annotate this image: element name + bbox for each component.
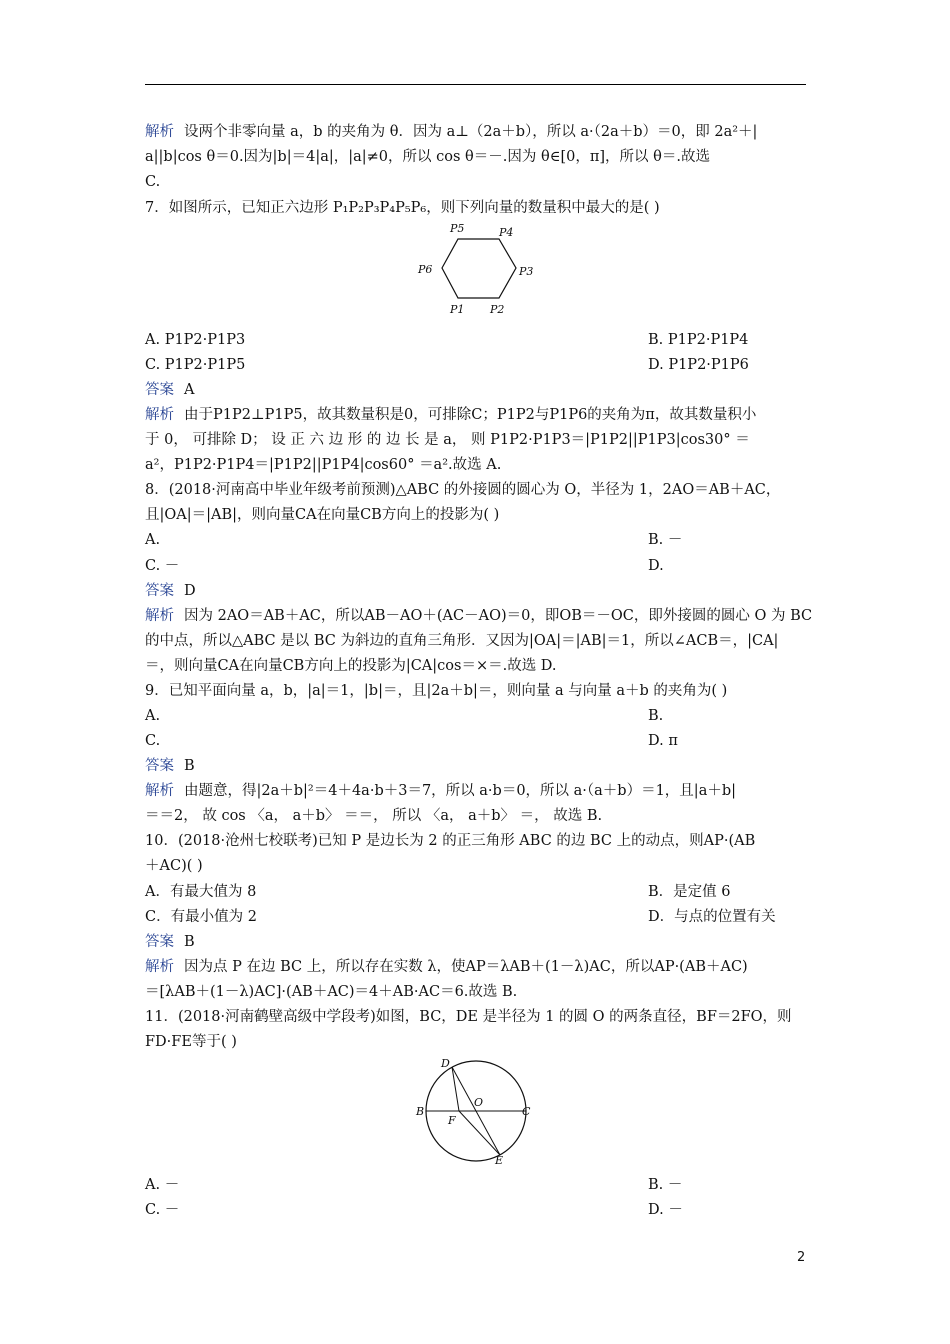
analysis-line [145,781,807,801]
tag-label: 解析 [145,124,174,140]
options-row [145,355,807,375]
answer-line [145,380,807,400]
option-d: D. [648,558,664,574]
answer-value: A [184,382,195,398]
option-a: A．有最大值为 8 [145,884,257,900]
question-10: 10．(2018·沧州七校联考)已知 P 是边长为 2 的正三角形 ABC 的边 BC 上的动点，则AP·(AB [145,833,756,849]
options-row [145,882,807,902]
option-c: C. [145,733,161,749]
options-row [145,530,807,550]
line-text: ＝＝2， 故 cos 〈a， a＋b〉 ＝＝， 所以 〈a， a＋b〉 ＝， 故选 B. [145,808,603,824]
line-text: FD·FE等于( ) [145,1034,237,1050]
line-text: 由题意，得|2a＋b|²＝4＋4a·b＋3＝7，所以 a·b＝0，所以 a·（a＋b）＝1，且|a＋b| [184,783,737,799]
option-b: B. － [648,1177,683,1193]
line-text: 因为 2AO＝AB＋AC，所以AB－AO＋(AC－AO)＝0，即OB＝－OC，即外接圆的圆心 O 为 BC [184,608,813,624]
option-b: B. [648,708,664,724]
hexagon-figure [410,218,540,322]
line-text: 由于P1P2⊥P1P5，故其数量积是0，可排除C；P1P2与P1P6的夹角为π，故其数量积小 [184,407,757,423]
hexagon-shape [442,239,516,298]
options-row [145,907,807,927]
answer-line [145,581,807,601]
label-p1: P1 [450,303,465,316]
tag-label: 解析 [145,608,174,624]
line-2: a||b|cos θ＝0.因为|b|＝4|a|，|a|≠0，所以 cos θ＝－.因为 θ∈[0，π]，所以 θ＝.故选 [145,149,710,165]
tag-label: 答案 [145,382,174,398]
page-number: 2 [797,1250,806,1265]
answer-line [145,756,807,776]
tag-label: 答案 [145,583,174,599]
label-o: O [474,1096,484,1109]
line-text: 的中点，所以△ABC 是以 BC 为斜边的直角三角形．又因为|OA|＝|AB|＝1，所以∠ACB＝，|CA| [145,633,779,649]
option-a: A. P1P2·P1P3 [145,332,246,348]
tag-label: 答案 [145,934,174,950]
line-text: ＝[λAB＋(1－λ)AC]·(AB＋AC)＝4＋AB·AC＝6.故选 B. [145,984,518,1000]
option-d: D. － [648,1202,683,1218]
analysis-line [145,606,813,626]
option-a: A. － [145,1177,180,1193]
label-p4: P4 [499,226,514,239]
line-text: 因为点 P 在边 BC 上，所以存在实数 λ，使AP＝λAB＋(1－λ)AC，所以AP·(AB＋AC) [184,959,748,975]
question-9: 9．已知平面向量 a，b，|a|＝1，|b|＝，且|2a＋b|＝，则向量 a 与向量 a＋b 的夹角为( ) [145,683,728,699]
option-c: C．有最小值为 2 [145,909,257,925]
analysis-line [145,405,807,425]
label-f: F [448,1114,456,1127]
option-d: D. π [648,733,678,749]
tag-label: 解析 [145,783,174,799]
option-b: B. － [648,532,683,548]
answer-line [145,932,807,952]
answer-value: B [184,934,195,950]
line-text: a²，P1P2·P1P4＝|P1P2||P1P4|cos60° ＝a².故选 A. [145,457,502,473]
label-p3: P3 [519,265,534,278]
label-p5: P5 [450,222,465,235]
label-b: B [416,1105,425,1118]
question-7: 7．如图所示，已知正六边形 P₁P₂P₃P₄P₅P₆，则下列向量的数量积中最大的是( ) [145,200,660,216]
options-row [145,731,807,751]
question-8: 8．(2018·河南高中毕业年级考前预测)△ABC 的外接圆的圆心为 O，半径为 1，2AO＝AB＋AC， [145,482,781,498]
option-a: A. [145,708,161,724]
label-d: D [441,1057,450,1070]
option-b: B. P1P2·P1P4 [648,332,749,348]
option-c: C. － [145,558,180,574]
options-row [145,1200,807,1220]
option-d: D. P1P2·P1P6 [648,357,749,373]
tag-label: 答案 [145,758,174,774]
option-c: C. － [145,1202,180,1218]
option-a: A. [145,532,161,548]
options-row [145,1175,807,1195]
line-text: ＋AC)( ) [145,858,203,874]
label-p6: P6 [418,263,433,276]
analysis-line [145,957,807,977]
options-row [145,706,807,726]
line-text: 且|OA|＝|AB|，则向量CA在向量CB方向上的投影为( ) [145,507,500,523]
circle-figure [412,1055,542,1165]
line-1 [145,122,807,142]
line-text: 设两个非零向量 a，b 的夹角为 θ．因为 a⊥（2a＋b），所以 a·（2a＋b）＝0，即 2a²＋| [184,124,758,140]
option-c: C. P1P2·P1P5 [145,357,246,373]
label-p2: P2 [490,303,505,316]
answer-value: B [184,758,195,774]
options-row [145,556,807,576]
answer-value: D [184,583,196,599]
tag-label: 解析 [145,407,174,423]
option-b: B．是定值 6 [648,884,731,900]
options-row [145,330,807,350]
header-rule [145,84,806,85]
tag-label: 解析 [145,959,174,975]
question-11: 11．(2018·河南鹤壁高级中学段考)如图，BC，DE 是半径为 1 的圆 O 的两条直径，BF＝2FO，则 [145,1009,792,1025]
label-e: E [495,1154,504,1165]
line-3: C. [145,174,161,190]
label-c: C [522,1105,531,1118]
option-d: D．与点的位置有关 [648,909,776,925]
line-text: ＝，则向量CA在向量CB方向上的投影为|CA|cos＝×＝.故选 D. [145,658,557,674]
line-text: 于 0， 可排除 D； 设 正 六 边 形 的 边 长 是 a， 则 P1P2·P1P3＝|P1P2||P1P3|cos30° ＝ [145,432,750,448]
